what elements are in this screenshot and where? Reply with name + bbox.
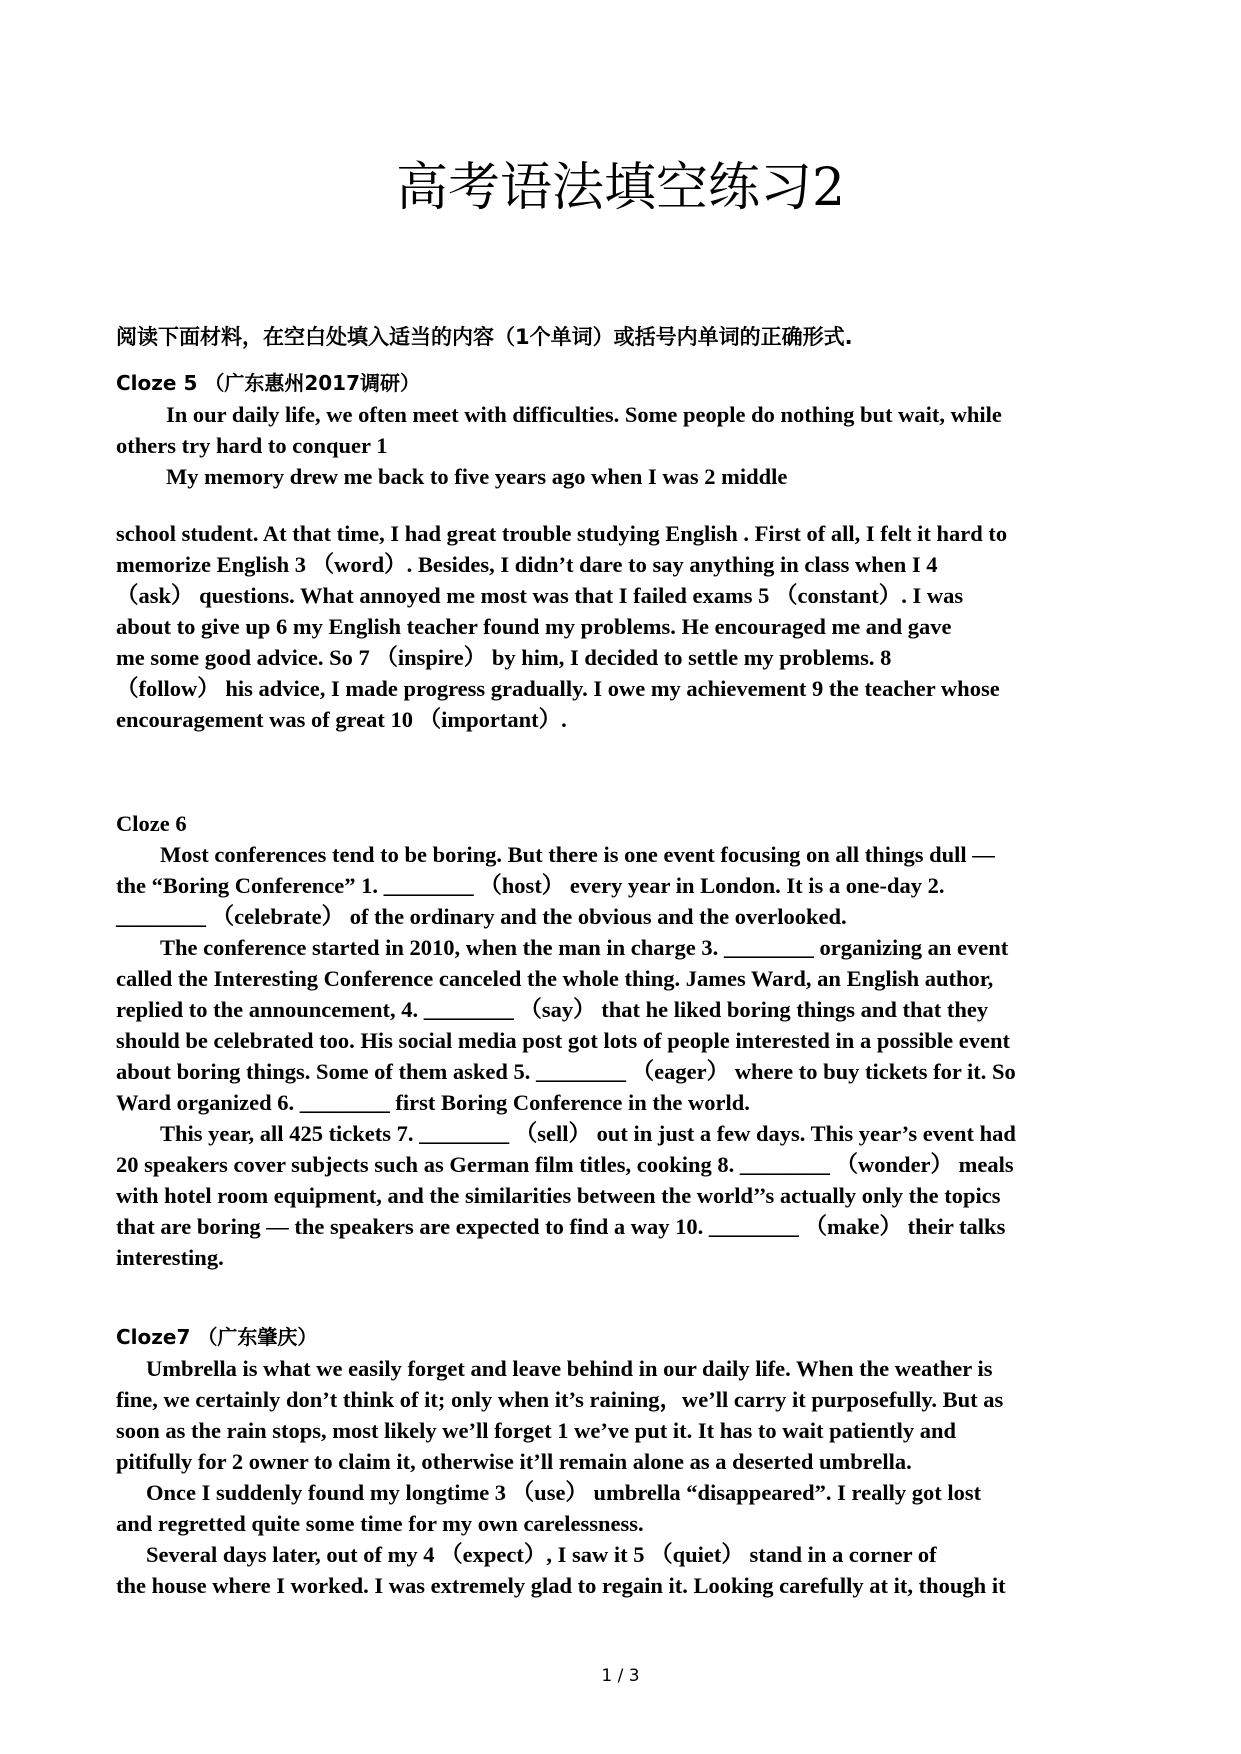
cloze5-section <box>116 368 1136 735</box>
cloze5-heading: Cloze 5 （广东惠州2017调研） <box>116 371 420 395</box>
cloze6-heading: Cloze 6 <box>116 811 187 836</box>
cloze6-line: that are boring — the speakers are expected to find a way 10. ________ （make） their talks <box>116 1214 1006 1239</box>
cloze5-line: My memory drew me back to five years ago when I was 2 middle <box>166 464 788 489</box>
cloze7-section <box>116 1322 1136 1601</box>
cloze5-line <box>116 492 1136 518</box>
cloze6-line: The conference started in 2010, when the man in charge 3. ________ organizing an event <box>160 935 1009 960</box>
cloze6-line: This year, all 425 tickets 7. ________ （sell） out in just a few days. This year’s event had <box>160 1121 1016 1146</box>
cloze6-line: 20 speakers cover subjects such as German film titles, cooking 8. ________ （wonder） meals <box>116 1152 1014 1177</box>
cloze5-line: encouragement was of great 10 （important）. <box>116 707 567 732</box>
cloze6-line: about boring things. Some of them asked 5. ________ （eager） where to buy tickets for it. So <box>116 1059 1016 1084</box>
cloze6-line: ________ （celebrate） of the ordinary and the obvious and the overlooked. <box>116 904 847 929</box>
cloze6-section <box>116 808 1136 1273</box>
cloze5-line: In our daily life, we often meet with difficulties. Some people do nothing but wait, while <box>166 402 1002 427</box>
cloze7-line: fine, we certainly don’t think of it; only when it’s raining，we’ll carry it purposefully. But as <box>116 1387 1004 1412</box>
cloze6-line: Most conferences tend to be boring. But there is one event focusing on all things dull — <box>160 842 995 867</box>
cloze6-line: should be celebrated too. His social media post got lots of people interested in a possible event <box>116 1028 1010 1053</box>
cloze5-line: （ask） questions. What annoyed me most was that I failed exams 5 （constant）. I was <box>116 583 964 608</box>
cloze6-line: the “Boring Conference” 1. ________ （host） every year in London. It is a one-day 2. <box>116 873 945 898</box>
cloze6-line: with hotel room equipment, and the similarities between the world’’s actually only the topics <box>116 1183 1001 1208</box>
cloze6-line: replied to the announcement, 4. ________ （say） that he liked boring things and that they <box>116 997 989 1022</box>
cloze5-line: memorize English 3 （word）. Besides, I didn’t dare to say anything in class when I 4 <box>116 552 938 577</box>
cloze7-line: Umbrella is what we easily forget and leave behind in our daily life. When the weather is <box>146 1356 993 1381</box>
page-title: 高考语法填空练习2 <box>395 158 846 218</box>
cloze5-line: about to give up 6 my English teacher found my problems. He encouraged me and gave <box>116 614 952 639</box>
cloze5-line: （follow） his advice, I made progress gradually. I owe my achievement 9 the teacher whose <box>116 676 1000 701</box>
cloze6-line: interesting. <box>116 1245 224 1270</box>
cloze5-line: me some good advice. So 7 （inspire） by him, I decided to settle my problems. 8 <box>116 645 892 670</box>
cloze7-line: Several days later, out of my 4 （expect）, I saw it 5 （quiet） stand in a corner of <box>146 1542 937 1567</box>
instructions-text: 阅读下面材料，在空白处填入适当的内容（1个单词）或括号内单词的正确形式. <box>116 325 853 349</box>
cloze7-line: and regretted quite some time for my own carelessness. <box>116 1511 644 1536</box>
cloze5-line: school student. At that time, I had great trouble studying English . First of all, I felt it hard to <box>116 521 1008 546</box>
cloze7-heading: Cloze7 （广东肇庆） <box>116 1325 318 1349</box>
cloze5-line: others try hard to conquer 1 <box>116 433 388 458</box>
cloze7-line: Once I suddenly found my longtime 3 （use） umbrella “disappeared”. I really got lost <box>146 1480 982 1505</box>
cloze7-line: the house where I worked. I was extremely glad to regain it. Looking carefully at it, though it <box>116 1573 1006 1598</box>
cloze6-line: Ward organized 6. ________ first Boring Conference in the world. <box>116 1090 750 1115</box>
cloze7-line: soon as the rain stops, most likely we’ll forget 1 we’ve put it. It has to wait patiently and <box>116 1418 956 1443</box>
page-number: 1 / 3 <box>601 1666 640 1686</box>
cloze6-line: called the Interesting Conference canceled the whole thing. James Ward, an English author, <box>116 966 994 991</box>
cloze7-line: pitifully for 2 owner to claim it, otherwise it’ll remain alone as a deserted umbrella. <box>116 1449 912 1474</box>
